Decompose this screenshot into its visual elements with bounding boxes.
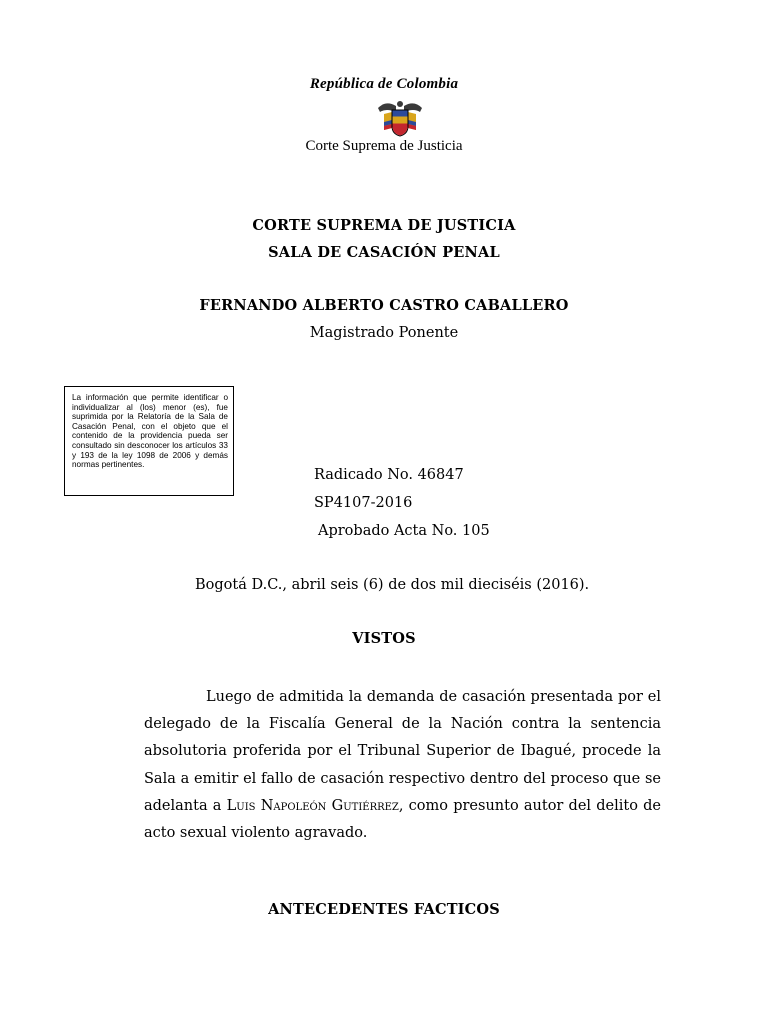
court-subheading: Corte Suprema de Justicia [305, 138, 463, 154]
chamber-title: SALA DE CASACIÓN PENAL [268, 244, 500, 261]
privacy-notice-text: La información que permite identificar o individualizar al (los) menor (es), fue suprimida por la Relatoría de la Sala de Casación Penal, con el objeto que el contenido de la providencia pueda ser consultado sin desconocer los artículos 33 y 193 de la ley 1098 de 2006 y demás normas pertinentes. [72, 393, 228, 470]
coat-of-arms-icon [376, 98, 424, 138]
body-paragraph [144, 684, 661, 847]
section-antecedentes: ANTECEDENTES FACTICOS [268, 901, 500, 918]
court-title: CORTE SUPREMA DE JUSTICIA [252, 217, 516, 234]
magistrate-name: FERNANDO ALBERTO CASTRO CABALLERO [199, 297, 569, 314]
paragraph-text-end: , como presunto autor del delito de acto sexual violento agravado. [144, 797, 662, 842]
case-sp-number: SP4107-2016 [314, 495, 413, 511]
section-vistos: VISTOS [352, 630, 416, 647]
country-heading: República de Colombia [309, 76, 459, 92]
date-line: Bogotá D.C., abril seis (6) de dos mil dieciséis (2016). [195, 577, 590, 593]
paragraph-text-start: Luego de admitida la demanda de casación presentada por el delegado de la Fiscalía General de la Nación contra la sentencia absolutoria proferida por el Tribunal Superior de Ibagué, procede la Sala a emitir el fallo de casación respectivo dentro del proceso que se adelanta a [144, 689, 661, 814]
defendant-name: Luis Napoleón Gutiérrez [226, 797, 399, 814]
magistrate-role: Magistrado Ponente [309, 325, 459, 341]
privacy-notice-box [64, 386, 234, 496]
case-radicado: Radicado No. 46847 [314, 467, 464, 483]
case-acta: Aprobado Acta No. 105 [318, 523, 490, 539]
